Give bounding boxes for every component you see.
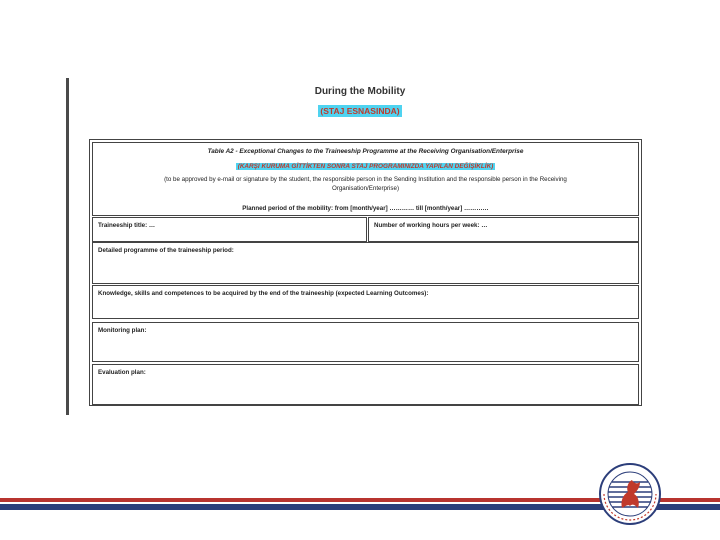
monitoring-plan-field xyxy=(92,322,639,362)
left-accent-rule xyxy=(66,78,69,415)
working-hours-field xyxy=(368,217,639,242)
monitoring-plan-label: Monitoring plan: xyxy=(98,327,147,334)
page-title: During the Mobility xyxy=(314,86,406,97)
traineeship-title-field xyxy=(92,217,367,242)
table-title: Table A2 - Exceptional Changes to the Traineeship Programme at the Receiving Organisation/Enterprise xyxy=(207,148,524,155)
detailed-programme-field xyxy=(92,242,639,284)
traineeship-title-label: Traineeship title: … xyxy=(98,222,156,229)
approval-note: (to be approved by e-mail or signature by the student, the responsible person in the Sending Institution and the responsible person in the Receiving Organisation/Enterprise) xyxy=(164,176,567,192)
page-subtitle: (STAJ ESNASINDA) xyxy=(320,106,400,116)
planned-period: Planned period of the mobility: from [month/year] ………… till [month/year] ………… xyxy=(242,205,489,212)
learning-outcomes-label: Knowledge, skills and competences to be acquired by the end of the traineeship (expected Learning Outcomes): xyxy=(98,290,429,297)
table-subtitle: (KARŞI KURUMA GİTTİKTEN SONRA STAJ PROGRAMINIZDA YAPILAN DEĞİŞİKLİK) xyxy=(237,163,494,170)
detailed-programme-label: Detailed programme of the traineeship period: xyxy=(98,247,234,254)
evaluation-plan-label: Evaluation plan: xyxy=(98,369,146,376)
traineeship-form xyxy=(89,139,642,406)
learning-outcomes-field xyxy=(92,285,639,319)
evaluation-plan-field xyxy=(92,364,639,405)
slide-heading xyxy=(0,86,720,119)
university-seal-icon xyxy=(598,462,662,526)
form-header xyxy=(92,142,639,216)
working-hours-label: Number of working hours per week: … xyxy=(374,222,488,229)
